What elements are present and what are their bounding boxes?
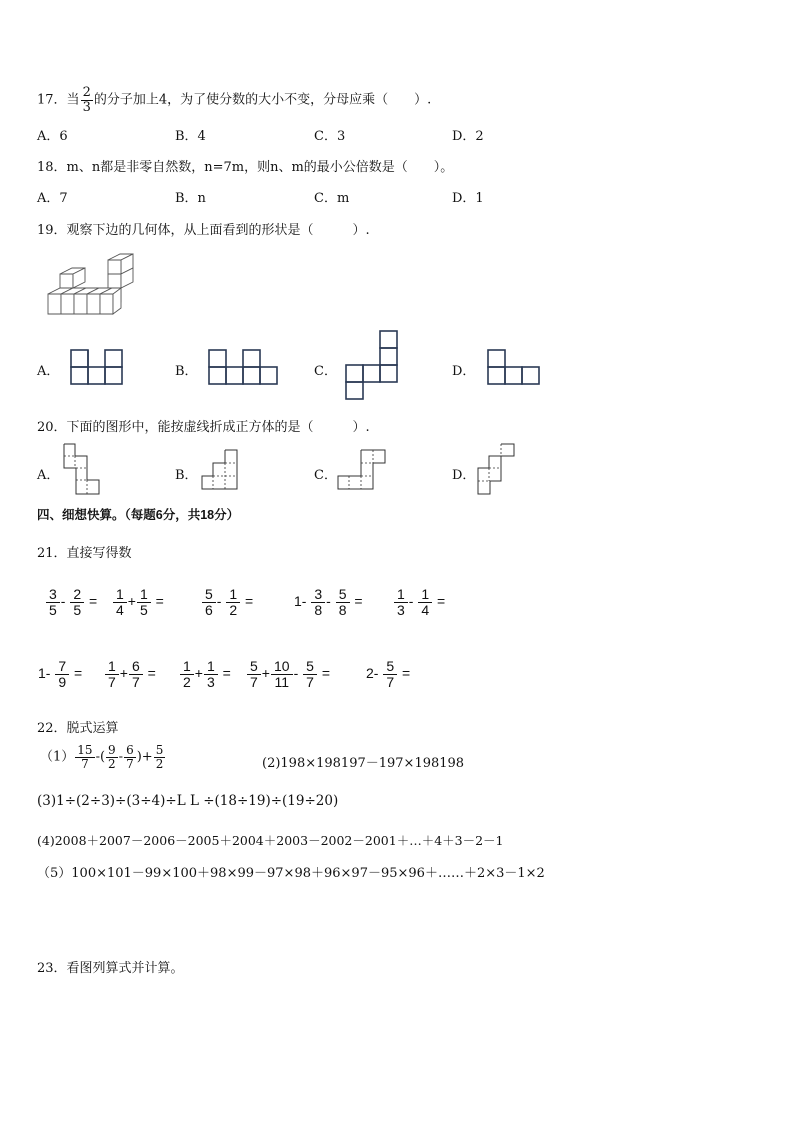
q17-option-b[interactable]: B．4 <box>175 129 206 144</box>
q20-option-d-net[interactable] <box>477 443 517 497</box>
q18-stem: 18．m、n都是非零自然数，n=7m，则n、m的最小公倍数是（ ）。 <box>37 160 454 175</box>
q19-stem: 19．观察下边的几何体，从上面看到的形状是（ ）. <box>37 223 370 238</box>
q21-r1-expr-4: 1- $\frac{3}{8}$ - $\frac{5}{8}$ = <box>294 586 363 618</box>
q22-part-2: (2)198×198197－197×198198 <box>262 756 465 771</box>
q17-frac-num: 2 <box>82 85 91 100</box>
q17-number: 17． <box>37 92 67 108</box>
q19-option-a-figure[interactable] <box>70 349 124 385</box>
q21-r1-expr-5: $\frac{1}{3}$ - $\frac{1}{4}$ = <box>393 587 445 617</box>
q21-r2-expr-5: 2- $\frac{5}{7}$ = <box>366 658 411 690</box>
q19-option-b[interactable]: B． <box>175 364 198 379</box>
q21-r1-expr-2: $\frac{1}{4}$ + $\frac{1}{5}$ = <box>112 587 164 617</box>
q18-option-c[interactable]: C．m <box>314 191 350 206</box>
q22-part-1: （1） $\frac{15}{7}$ -( $\frac{9}{2}$ - $\frac{6}{7}$ )+ $\frac{5}{2}$ <box>40 743 164 771</box>
q18-option-a[interactable]: A．7 <box>37 191 68 206</box>
q21-r1-expr-3: $\frac{5}{6}$ - $\frac{1}{2}$ = <box>201 587 253 617</box>
q19-option-a[interactable]: A． <box>37 364 60 379</box>
q21-stem: 21．直接写得数 <box>37 546 132 561</box>
q18-option-d[interactable]: D．1 <box>452 191 484 206</box>
q20-option-b-net[interactable] <box>201 449 241 491</box>
q21-r1-expr-1: $\frac{3}{5}$ - $\frac{2}{5}$ = <box>45 587 97 617</box>
q20-option-a[interactable]: A． <box>37 468 60 483</box>
q22-part-3: (3)1÷(2÷3)÷(3÷4)÷L L ÷(18÷19)÷(19÷20) <box>37 793 339 809</box>
q20-option-b[interactable]: B． <box>175 468 198 483</box>
q22-part-5: （5）100×101－99×100＋98×99－97×98＋96×97－95×96＋……＋2×3－1×2 <box>37 866 545 881</box>
q21-r2-expr-1: 1- $\frac{7}{9}$ = <box>38 658 83 690</box>
q17-pre: 当 <box>66 92 80 108</box>
q22-part-4: (4)2008＋2007－2006－2005＋2004＋2003－2002－2001＋…＋4＋3－2－1 <box>37 833 504 848</box>
q17-option-c[interactable]: C．3 <box>314 129 346 144</box>
q20-option-c-net[interactable] <box>337 449 387 491</box>
q20-option-c[interactable]: C． <box>314 468 337 483</box>
q19-option-b-figure[interactable] <box>208 349 280 385</box>
q19-option-c-figure[interactable] <box>345 330 399 402</box>
q21-r2-expr-3: $\frac{1}{2}$ + $\frac{1}{3}$ = <box>179 659 231 689</box>
q17-fraction <box>81 86 93 114</box>
q17-post: 的分子加上4，为了使分数的大小不变，分母应乘（ ）. <box>93 92 432 108</box>
q20-stem: 20．下面的图形中，能按虚线折成正方体的是（ ）. <box>37 420 370 435</box>
q18-option-b[interactable]: B．n <box>175 191 206 206</box>
q22-stem: 22．脱式运算 <box>37 721 119 736</box>
q17-frac-den: 3 <box>82 99 91 115</box>
q17-option-a[interactable]: A．6 <box>37 129 68 144</box>
q20-option-d[interactable]: D． <box>452 468 476 483</box>
q20-option-a-net[interactable] <box>63 443 103 497</box>
q19-option-d[interactable]: D． <box>452 364 476 379</box>
cube-solid-figure <box>40 252 140 322</box>
section-4-title: 四、细想快算。（每题6分，共18分） <box>37 508 240 522</box>
q21-r2-expr-2: $\frac{1}{7}$ + $\frac{6}{7}$ = <box>104 659 156 689</box>
q21-r2-expr-4: $\frac{5}{7}$ + $\frac{10}{11}$ - $\frac{5}{7}$ = <box>246 659 330 689</box>
q19-option-c[interactable]: C． <box>314 364 337 379</box>
q19-option-d-figure[interactable] <box>487 349 541 385</box>
q23-stem: 23．看图列算式并计算。 <box>37 961 184 976</box>
q17-stem <box>37 86 431 114</box>
q17-option-d[interactable]: D．2 <box>452 129 484 144</box>
